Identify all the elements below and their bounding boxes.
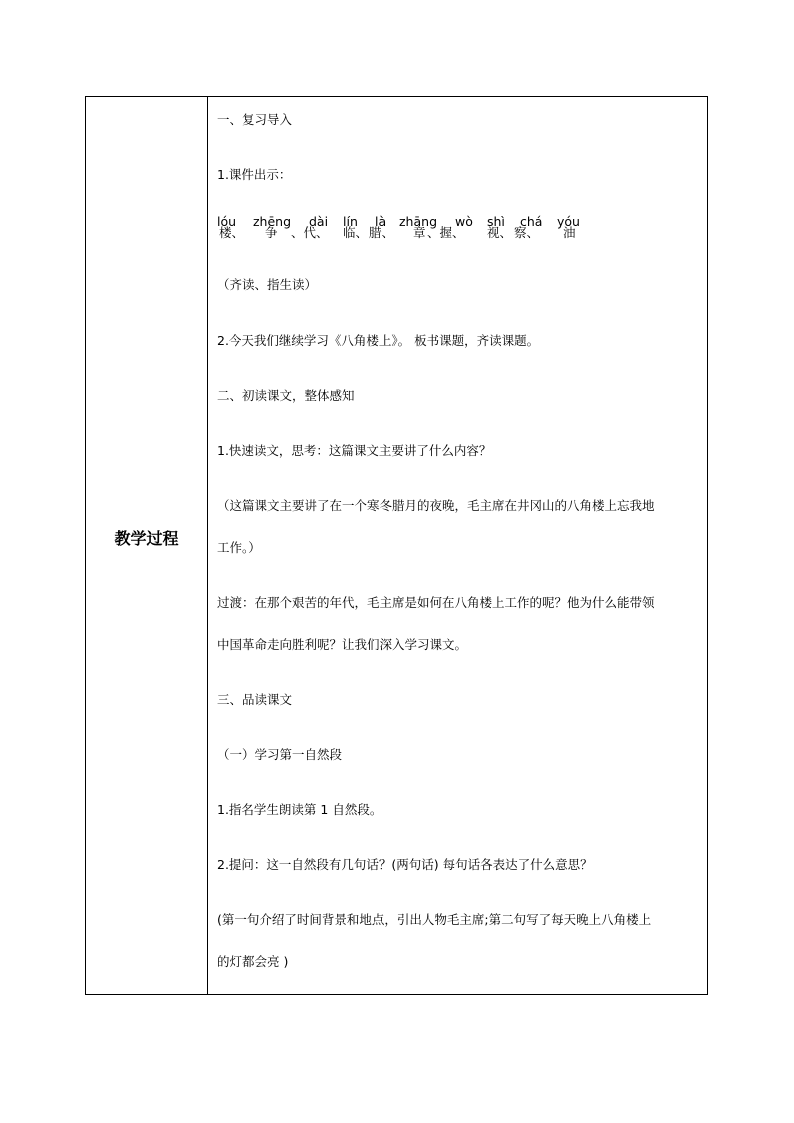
section1-item2: 2.今天我们继续学习《八角楼上》。 板书课题，齐读课题。 (217, 333, 540, 348)
section2-answer-line2: 工作。） (217, 540, 261, 555)
section3-item1: 1.指名学生朗读第 1 自然段。 (217, 802, 383, 817)
section3-sub-heading: （一）学习第一自然段 (217, 747, 343, 762)
section1-reading-note: （齐读、指生读） (217, 277, 318, 292)
section1-item1: 1.课件出示： (217, 167, 292, 182)
pinyin-zheng: zhēng (253, 214, 292, 229)
section3-item2: 2.提问：这一自然段有几句话？(两句话) 每句话各表达了什么意思？ (217, 857, 593, 872)
pinyin-you: yóu (557, 214, 580, 229)
section1-heading: 一、复习导入 (217, 112, 293, 127)
hanzi-lin: 临、 (343, 225, 369, 240)
section3-heading: 三、品读课文 (217, 692, 293, 707)
hanzi-shi: 视、 (487, 225, 513, 240)
hanzi-lou: 楼、 (219, 225, 245, 240)
pinyin-la: là (375, 214, 387, 229)
section2-heading: 二、初读课文，整体感知 (217, 388, 355, 403)
pinyin-wo: wò (455, 214, 473, 229)
hanzi-wo: 、握、 (427, 225, 465, 240)
pinyin-cha: chá (520, 214, 543, 229)
hanzi-you: 油 (563, 225, 576, 240)
section2-item1: 1.快速读文，思考：这篇课文主要讲了什么内容？ (217, 443, 492, 458)
hanzi-zhang: 章 (413, 225, 426, 240)
pinyin-dai: dài (309, 214, 329, 229)
hanzi-la: 腊、 (369, 225, 395, 240)
hanzi-dai: 、代、 (291, 225, 329, 240)
pinyin-lin: lín (343, 214, 358, 229)
section2-answer-line1: （这篇课文主要讲了在一个寒冬腊月的夜晚，毛主席在井冈山的八角楼上忘我地 (217, 498, 655, 513)
pinyin-zhang: zhāng (399, 214, 438, 229)
pinyin-shi: shì (487, 214, 505, 229)
section3-answer-line1: (第一句介绍了时间背景和地点，引出人物毛主席;第二句写了每天晚上八角楼上 (217, 912, 652, 927)
section2-transition-line2: 中国革命走向胜利呢？让我们深入学习课文。 (217, 637, 468, 652)
column-divider (207, 97, 208, 994)
section3-answer-line2: 的灯都会亮 ) (217, 954, 289, 969)
pinyin-characters-row (217, 215, 617, 245)
lesson-table (85, 96, 708, 995)
pinyin-lou: lóu (217, 214, 237, 229)
hanzi-cha: 察、 (514, 225, 540, 240)
hanzi-zheng: 争 (265, 225, 278, 240)
section2-transition-line1: 过渡：在那个艰苦的年代，毛主席是如何在八角楼上工作的呢？他为什么能带领 (217, 595, 655, 610)
row-label: 教学过程 (114, 529, 179, 548)
